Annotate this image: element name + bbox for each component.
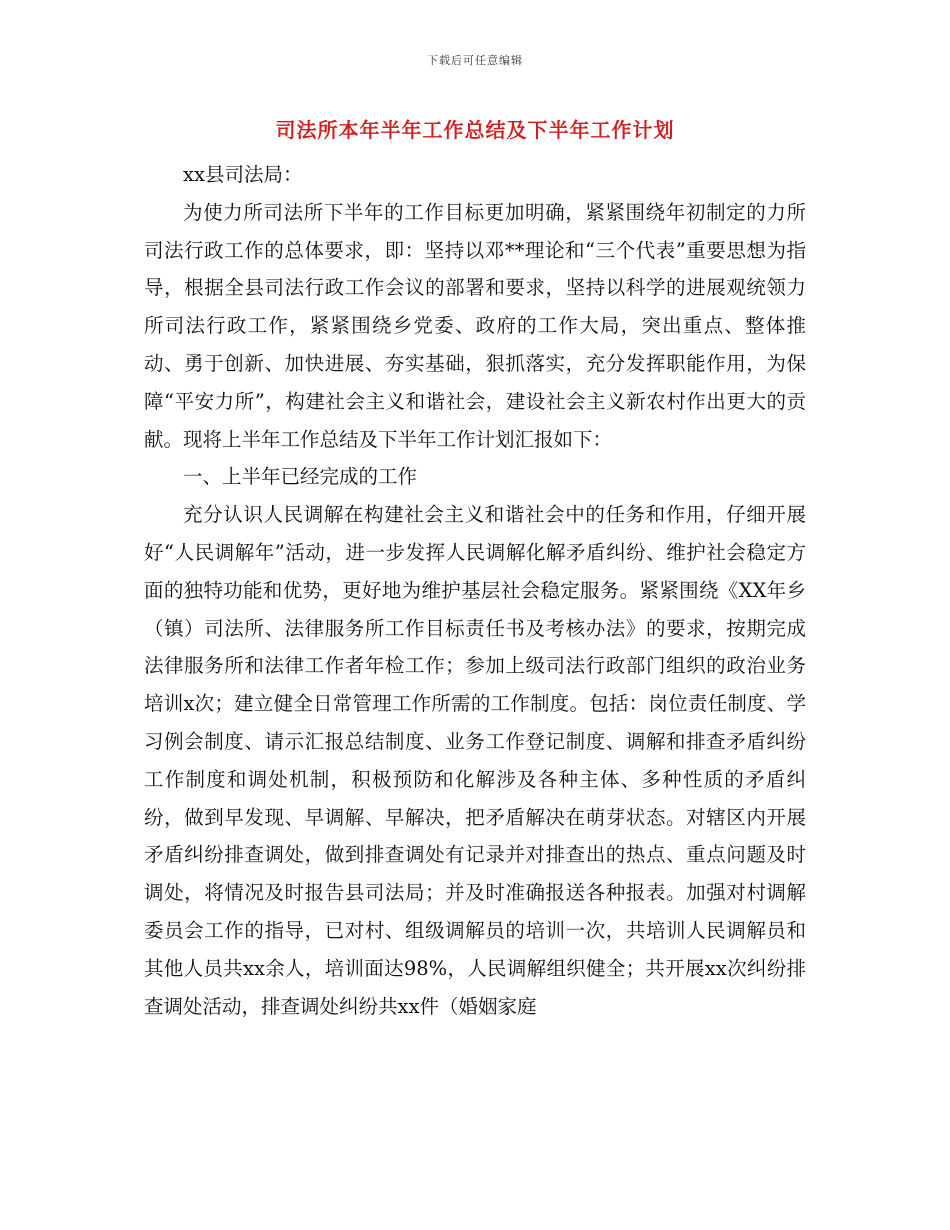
section-heading: 一、上半年已经完成的工作 — [183, 465, 418, 489]
addressee-line: xx县司法局： — [183, 163, 303, 186]
document-title: 司法所本年半年工作总结及下半年工作计划 — [275, 118, 675, 142]
document-body — [144, 156, 806, 1025]
page-header: 下载后可任意编辑 — [427, 54, 523, 67]
body-paragraph: 充分认识人民调解在构建社会主义和谐社会中的任务和作用，仔细开展好“人民调解年”活动，进一步发挥人民调解化解矛盾纠纷、维护社会稳定方面的独特功能和优势，更好地为维护基层社会稳定服务。紧紧围绕《XX年乡（镇）司法所、法律服务所工作目标责任书及考核办法》的要求，按期完成法律服务所和法律工作者年检工作；参加上级司法行政部门组织的政治业务培训x次；建立健全日常管理工作所需的工作制度。包括：岗位责任制度、学习例会制度、请示汇报总结制度、业务工作登记制度、调解和排查矛盾纠纷工作制度和调处机制，积极预防和化解涉及各种主体、多种性质的矛盾纠纷，做到早发现、早调解、早解决，把矛盾解决在萌芽状态。对辖区内开展矛盾纠纷排查调处，做到排查调处有记录并对排查出的热点、重点问题及时调处，将情况及时报告县司法局；并及时准确报送各种报表。加强对村调解委员会工作的指导，已对村、组级调解员的培训一次，共培训人民调解员和其他人员共xx余人，培训面达98%，人民调解组织健全；共开展xx次纠纷排查调处活动，排查调处纠纷共xx件（婚姻家庭 — [144, 503, 806, 1018]
intro-paragraph: 为使力所司法所下半年的工作目标更加明确，紧紧围绕年初制定的力所司法行政工作的总体要求，即：坚持以邓**理论和“三个代表”重要思想为指导，根据全县司法行政工作会议的部署和要求，坚持以科学的进展观统领力所司法行政工作，紧紧围绕乡党委、政府的工作大局，突出重点、整体推动、勇于创新、加快进展、夯实基础，狠抓落实，充分发挥职能作用，为保障“平安力所”，构建社会主义和谐社会，建设社会主义新农村作出更大的贡献。现将上半年工作总结及下半年工作计划汇报如下： — [144, 200, 806, 451]
